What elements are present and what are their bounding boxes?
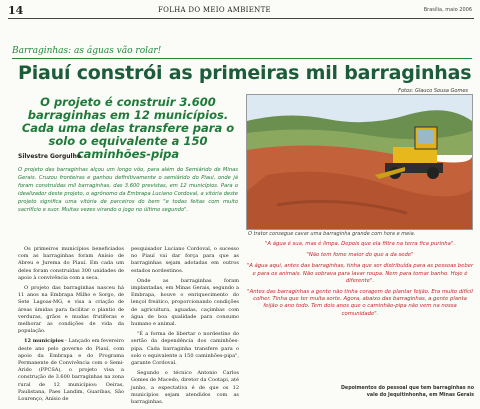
quote: "A água aqui, antes das barraginhas, tinha que ser distribuída para as pessoas beber e para os animais. Não sobrava para lavar roupa. Nem para tomar banho. Hoje é diferente". (246, 263, 474, 284)
quote: "A água é sua, mas é limpa. Depois que ela filtra na terra fica purinha". (264, 241, 456, 247)
tractor-photo (246, 94, 473, 230)
article-headline: Piauí constrói as primeiras mil barraginhas (18, 62, 472, 84)
column-2-paragraph: "É a forma de libertar o nordestino do sertão da dependência dos caminhões-pipa. Cada barraginha transfere para o solo o equivalente a 150 caminhões-pipa", garante Cordoval. (131, 331, 239, 367)
column-2-paragraph: Onde as barraginhas foram implantadas, em Minas Gerais, segundo a Embrapa, houve o enriquecimento do lençol freático, proporcionando condições de agricultura, aguadas, caçimbas com água de boa qualidade para consumo humano e animal. (131, 277, 239, 328)
column-1 (18, 246, 124, 406)
subhead-body: - Lançado em fevereiro deste ano pelo governo do Piauí, com apoio da Embrapa e do Programa Permanente de Convivência com o Semi-Árido (PPCSA), o projeto visa a construção de 3.600 barraginhas na zona rural de 12 municípios: Oeiras, Paulistana, Paes Landim, Guaribas, São Lourenço, Anísio de (18, 338, 125, 403)
testimony-caption: Depoimentos do pessoal que tem barraginhas no vale do Jequitinhonha, em Minas Gerais (340, 386, 474, 398)
column-1-paragraph: Os primeiros municípios beneficiados com as barraginhas foram Anísio de Abreu e Jurema do Piauí. Em cada um deles foram construídas 300 unidades de apoio à convivência com a seca. (18, 246, 124, 281)
photo-credit: Fotos: Glauco Sousa Gomes (398, 88, 468, 94)
article-author: Silvestre Gorgulho (18, 153, 81, 160)
subhead-12-municipios: 12 municípios (24, 338, 64, 345)
kicker-rule (12, 58, 472, 59)
article-deck: O projeto é construir 3.600 barraginhas em 12 municípios. Cada uma delas transfere para o solo o equivalente a 150 caminhões-pipa (21, 95, 235, 161)
page-number: 14 (8, 4, 24, 17)
column-2-paragraph: pesquisador Luciano Cordoval, o sucesso no Piauí vai dar força para que as barraginhas sejam adotadas em outros estados nordestinos. (131, 246, 239, 274)
page-header (8, 6, 474, 19)
testimony-quotes (246, 241, 474, 322)
quote: "Antes das barraginhas a gente não tinha coragem de plantar feijão. Era muito difícil colher. Tinha que ter muita sorte. Agora, abaixo das barraginhas, a gente planta feijão o ano todo. Tem dois anos que o caminhão-pipa não vem na nossa comunidade". (247, 289, 473, 317)
issue-date: Brasília, maio 2006 (423, 7, 472, 13)
quote: "Não tem fome maior do que a da sede" (306, 252, 414, 259)
column-1-paragraph: O projeto das barraginhas nasceu há 11 anos na Embrapa Milho e Sorgo, de Sete Lagoas-MG, e visa a criação de áreas úmidas para facilitar o plantio de verduras, grãos e mudas frutíferas e melhorar as condições de vida da população. (18, 285, 124, 335)
column-1-paragraph (18, 338, 124, 403)
article-lead: O projeto das barraginhas alçou um longo vôo, para além do Semiárido de Minas Gerais. Cruzou fronteiras e ganhou definitivamente o semiárido do Piauí, onde já foram construídas mil barraginhas, das 3.600 previstas, em 12 municípios. Para o idealizador deste projeto, o agrônomo da Embrapa Luciano Cordoval, a vitória deste projeto significa uma vitória de parceiros do bem "e todas feitas com muito sacrifício e suor. Muitas vezes virando o jogo no último segundo". (18, 167, 238, 213)
column-2-paragraph: Segundo o técnico Antonio Carlos Gomes de Macedo, diretor da Cootapi, até junho, a expectativa é de que os 12 municípios sejam atendidos com as barraginhas. (131, 370, 239, 406)
publication-name: FOLHA DO MEIO AMBIENTE (158, 6, 271, 14)
section-kicker: Barraginhas: as águas vão rolar! (12, 46, 162, 56)
photo-caption: O trator consegue cavar uma barraginha grande com hora e meia. (248, 231, 416, 237)
column-2 (131, 246, 239, 409)
